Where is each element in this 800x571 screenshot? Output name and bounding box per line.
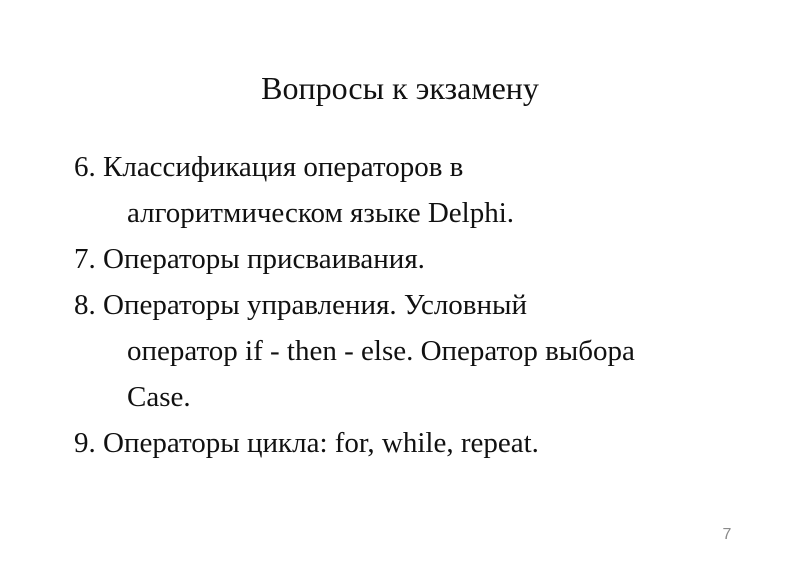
list-item <box>74 144 774 236</box>
slide-title: Вопросы к экзамену <box>261 70 539 106</box>
list-item-line: 9. Операторы цикла: for, while, repeat. <box>74 427 539 459</box>
list-item <box>74 236 774 282</box>
list-item-line: 7. Операторы присваивания. <box>74 243 425 275</box>
list-item-line: Case. <box>127 381 191 413</box>
list-item-line: 8. Операторы управления. Условный <box>74 289 528 321</box>
list-item <box>74 420 774 466</box>
list-item-line: 6. Классификация операторов в <box>74 151 464 183</box>
exam-question-list <box>74 144 774 466</box>
page-number: 7 <box>722 526 732 543</box>
list-item-line: оператор if - then - else. Оператор выбора <box>127 335 635 367</box>
list-item <box>74 282 774 420</box>
list-item-line: алгоритмическом языке Delphi. <box>127 197 514 229</box>
